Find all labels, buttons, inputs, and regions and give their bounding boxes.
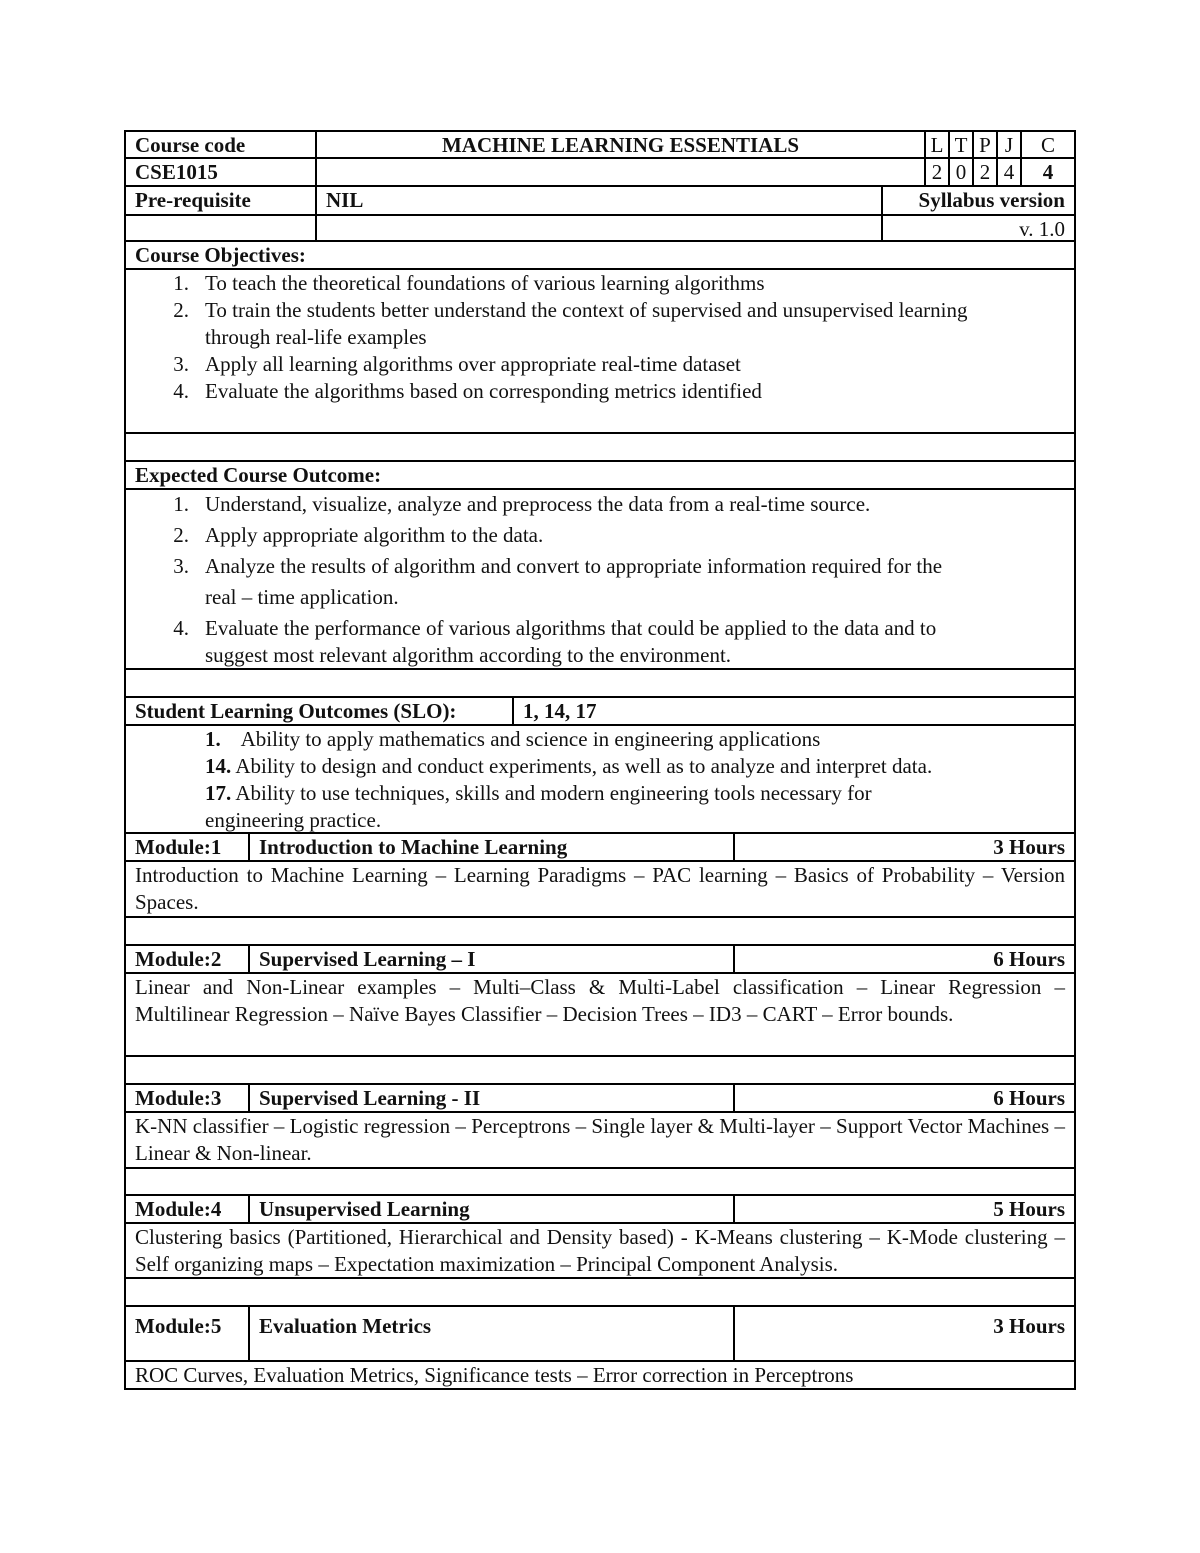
module-label: Module:1 — [135, 835, 222, 859]
version-row — [124, 216, 1076, 242]
list-item-number: 2. — [173, 523, 189, 547]
list-item-number: 4. — [173, 616, 189, 640]
list-item: Apply all learning algorithms over appropriate real-time dataset — [205, 352, 741, 376]
module-2-description: Linear and Non-Linear examples – Multi–Class & Multi-Label classification – Linear Regression – Multilinear Regression – Naïve Bayes Classifier – Decision Trees – ID3 – CART – Error bounds. — [124, 974, 1076, 1057]
slo-row — [124, 698, 1076, 726]
prerequisite-value: NIL — [315, 187, 881, 214]
slo-label: Student Learning Outcomes (SLO): — [135, 699, 457, 723]
module-label: Module:5 — [135, 1314, 222, 1338]
ltpjc-value-t: 0 — [948, 159, 972, 185]
module-hours: 6 Hours — [733, 1085, 1074, 1111]
ltpjc-label-p: P — [972, 132, 996, 157]
list-item-number: 1. — [173, 492, 189, 516]
list-item-number: 3. — [173, 554, 189, 578]
list-item-continuation: suggest most relevant algorithm according to the environment. — [205, 643, 732, 667]
syllabus-table — [124, 130, 1076, 1390]
module-hours: 3 Hours — [733, 1307, 1074, 1360]
syllabus-version-value: v. 1.0 — [881, 216, 1074, 240]
module-hours: 6 Hours — [733, 946, 1074, 972]
header-row-1 — [124, 130, 1076, 159]
course-code-value: CSE1015 — [135, 160, 218, 184]
list-item: Apply appropriate algorithm to the data. — [205, 523, 544, 547]
blank-row — [124, 434, 1076, 462]
module-title: Supervised Learning - II — [248, 1085, 733, 1111]
slo-text: Ability to apply mathematics and science in engineering applications — [240, 727, 821, 751]
list-item: Evaluate the algorithms based on corresponding metrics identified — [205, 379, 762, 403]
blank-row — [124, 1279, 1076, 1307]
ltpjc-value-c: 4 — [1020, 159, 1074, 185]
ltpjc-label-j: J — [996, 132, 1020, 157]
blank-row — [124, 1057, 1076, 1085]
module-title: Unsupervised Learning — [248, 1196, 733, 1222]
header-row-2 — [124, 159, 1076, 187]
list-item: Understand, visualize, analyze and preprocess the data from a real-time source. — [205, 492, 871, 516]
list-item-number: 4. — [173, 379, 189, 403]
ltpjc-value-j: 4 — [996, 159, 1020, 185]
ltpjc-label-c: C — [1020, 132, 1074, 157]
empty-title-cell — [315, 159, 924, 185]
module-3-description: K-NN classifier – Logistic regression – Perceptrons – Single layer & Multi-layer – Support Vector Machines – Linear & Non-linear. — [124, 1113, 1076, 1169]
slo-value: 1, 14, 17 — [512, 698, 1074, 724]
list-item: Analyze the results of algorithm and convert to appropriate information required for the — [205, 554, 943, 578]
outcomes-list — [124, 490, 1076, 670]
list-item-number: 1. — [173, 271, 189, 295]
ltpjc-label-t: T — [948, 132, 972, 157]
module-hours: 3 Hours — [733, 834, 1074, 860]
prerequisite-row — [124, 187, 1076, 216]
ltpjc-label-l: L — [924, 132, 948, 157]
list-item — [205, 753, 932, 780]
course-title: MACHINE LEARNING ESSENTIALS — [315, 132, 924, 157]
prerequisite-label: Pre-requisite — [135, 188, 251, 212]
list-item — [205, 780, 872, 807]
list-item-continuation: real – time application. — [205, 585, 399, 609]
blank-row — [124, 670, 1076, 698]
slo-number: 17. — [205, 781, 232, 805]
syllabus-version-label: Syllabus version — [881, 187, 1074, 214]
blank-row — [124, 1169, 1076, 1196]
module-title: Evaluation Metrics — [248, 1307, 733, 1360]
list-item: Evaluate the performance of various algorithms that could be applied to the data and to — [205, 616, 937, 640]
slo-list — [124, 726, 1076, 834]
list-item-continuation: engineering practice. — [205, 808, 382, 832]
slo-text: Ability to design and conduct experiments, as well as to analyze and interpret data. — [235, 754, 933, 778]
ltpjc-value-l: 2 — [924, 159, 948, 185]
module-1-description: Introduction to Machine Learning – Learning Paradigms – PAC learning – Basics of Probability – Version Spaces. — [124, 862, 1076, 918]
module-5-header — [124, 1307, 1076, 1362]
module-2-header — [124, 946, 1076, 974]
module-title: Supervised Learning – I — [248, 946, 733, 972]
slo-text: Ability to use techniques, skills and modern engineering tools necessary for — [235, 781, 872, 805]
blank-row — [124, 918, 1076, 946]
objectives-list — [124, 270, 1076, 434]
list-item — [205, 726, 820, 753]
module-4-description: Clustering basics (Partitioned, Hierarchical and Density based) - K-Means clustering – K-Mode clustering – Self organizing maps – Expectation maximization – Principal Component Analysis. — [124, 1224, 1076, 1279]
list-item: To teach the theoretical foundations of various learning algorithms — [205, 271, 765, 295]
list-item-number: 2. — [173, 298, 189, 322]
module-4-header — [124, 1196, 1076, 1224]
outcomes-heading-row — [124, 462, 1076, 490]
module-1-header — [124, 834, 1076, 862]
objectives-heading: Course Objectives: — [135, 243, 306, 267]
objectives-heading-row — [124, 242, 1076, 270]
module-label: Module:3 — [135, 1086, 222, 1110]
module-5-description: ROC Curves, Evaluation Metrics, Significance tests – Error correction in Perceptrons — [124, 1362, 1076, 1390]
module-hours: 5 Hours — [733, 1196, 1074, 1222]
list-item-continuation: through real-life examples — [205, 325, 427, 349]
module-title: Introduction to Machine Learning — [248, 834, 733, 860]
slo-number: 14. — [205, 754, 232, 778]
module-label: Module:2 — [135, 947, 222, 971]
list-item-number: 3. — [173, 352, 189, 376]
ltpjc-value-p: 2 — [972, 159, 996, 185]
outcomes-heading: Expected Course Outcome: — [135, 463, 382, 487]
module-3-header — [124, 1085, 1076, 1113]
module-label: Module:4 — [135, 1197, 222, 1221]
list-item: To train the students better understand the context of supervised and unsupervised learning — [205, 298, 968, 322]
course-code-label: Course code — [135, 133, 246, 157]
slo-number: 1. — [205, 727, 221, 751]
